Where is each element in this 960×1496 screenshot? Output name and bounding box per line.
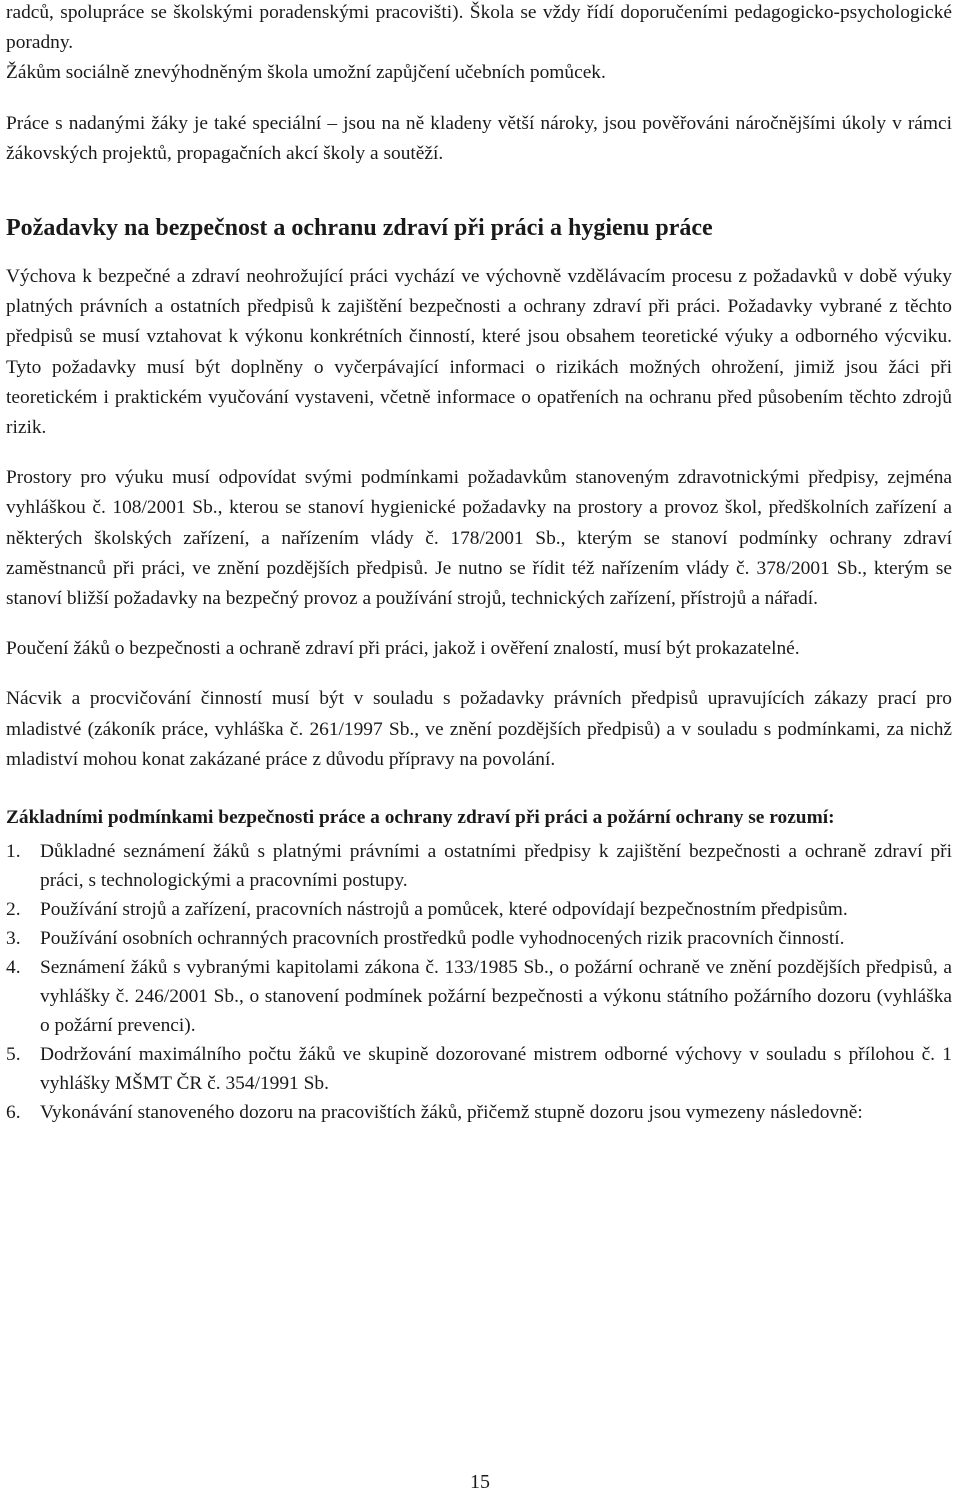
list-item-text: Důkladné seznámení žáků s platnými právními a ostatními předpisy k zajištění bezpečnosti a ochraně zdraví při práci, s technologickými a pracovními postupy. (40, 841, 952, 892)
list-item-text: Seznámení žáků s vybranými kapitolami zákona č. 133/1985 Sb., o požární ochraně ve znění pozdějších předpisů, a vyhlášky č. 246/2001 Sb., o stanovení podmínek požární bezpečnosti a výkonu státního požárního dozoru (vyhláška o požární prevenci). (40, 957, 952, 1037)
list-item (6, 1040, 952, 1098)
list-item-text: Vykonávání stanoveného dozoru na pracovištích žáků, přičemž stupně dozoru jsou vymezeny následovně: (40, 1102, 863, 1124)
section-heading: Požadavky na bezpečnost a ochranu zdraví při práci a hygienu práce (6, 215, 713, 242)
list-item-text: Dodržování maximálního počtu žáků ve skupině dozorované mistrem odborné výchovy v souladu s přílohou č. 1 vyhlášky MŠMT ČR č. 354/1991 Sb. (40, 1044, 952, 1095)
intro-paragraph-aids: Žákům sociálně znevýhodněným škola umožní zapůjčení učebních pomůcek. (6, 62, 606, 84)
conditions-subheading: Základními podmínkami bezpečnosti práce a ochrany zdraví při práci a požární ochrany se rozumí: (6, 807, 835, 829)
section-paragraph-training: Nácvik a procvičování činností musí být v souladu s požadavky právních předpisů upravujících zákazy prací pro mladistvé (zákoník práce, vyhláška č. 261/1997 Sb., ve znění pozdějších předpisů) a v souladu s podmínkami, za nichž mladiství mohou konat zakázané práce z důvodu přípravy na povolání. (6, 688, 952, 770)
conditions-list (6, 837, 952, 1127)
list-item-number: 6. (6, 1102, 21, 1124)
list-item-number: 5. (6, 1044, 21, 1066)
list-item (6, 837, 952, 895)
list-item (6, 924, 952, 953)
list-item-number: 2. (6, 899, 21, 921)
list-item-text: Používání osobních ochranných pracovních prostředků podle vyhodnocených rizik pracovních činností. (40, 928, 845, 950)
list-item (6, 953, 952, 1040)
list-item-text: Používání strojů a zařízení, pracovních nástrojů a pomůcek, které odpovídají bezpečnostním předpisům. (40, 899, 848, 921)
list-item (6, 895, 952, 924)
list-item-number: 3. (6, 928, 21, 950)
list-item (6, 1098, 952, 1127)
list-item-number: 4. (6, 957, 21, 979)
document-page (6, 0, 952, 1127)
section-paragraph-premises: Prostory pro výuku musí odpovídat svými podmínkami požadavkům stanoveným zdravotnickými předpisy, zejména vyhláškou č. 108/2001 Sb., kterou se stanoví hygienické požadavky na prostory a provoz škol, předškolních zařízení a některých školských zařízení, a nařízením vlády č. 178/2001 Sb., kterým se stanoví podmínky ochrany zdraví zaměstnanců při práci, ve znění pozdějších předpisů. Je nutno se řídit též nařízením vlády č. 378/2001 Sb., kterým se stanoví bližší požadavky na bezpečný provoz a používání strojů, technických zařízení, přístrojů a nářadí. (6, 467, 952, 610)
section-paragraph-instruction: Poučení žáků o bezpečnosti a ochraně zdraví při práci, jakož i ověření znalostí, musí být prokazatelné. (6, 638, 800, 660)
intro-paragraph-counselling: radců, spolupráce se školskými poradenskými pracovišti). Škola se vždy řídí doporučeními pedagogicko-psychologické poradny. (6, 2, 952, 54)
page-number: 15 (470, 1471, 490, 1493)
section-paragraph-education: Výchova k bezpečné a zdraví neohrožující práci vychází ve výchovně vzdělávacím procesu z požadavků v době výuky platných právních a ostatních předpisů k zajištění bezpečnosti a ochrany zdraví při práci. Požadavky vybrané z těchto předpisů se musí vztahovat k výkonu konkrétních činností, které jsou obsahem teoretické výuky a odborného výcviku. Tyto požadavky musí být doplněny o vyčerpávající informaci o rizikách možných ohrožení, jimiž jsou žáci při teoretickém i praktickém vyučování vystaveni, včetně informace o opatřeních na ochranu před působením těchto zdrojů rizik. (6, 266, 952, 439)
intro-paragraph-gifted: Práce s nadanými žáky je také speciální – jsou na ně kladeny větší nároky, jsou pověřováni náročnějšími úkoly v rámci žákovských projektů, propagačních akcí školy a soutěží. (6, 112, 952, 164)
list-item-number: 1. (6, 841, 21, 863)
